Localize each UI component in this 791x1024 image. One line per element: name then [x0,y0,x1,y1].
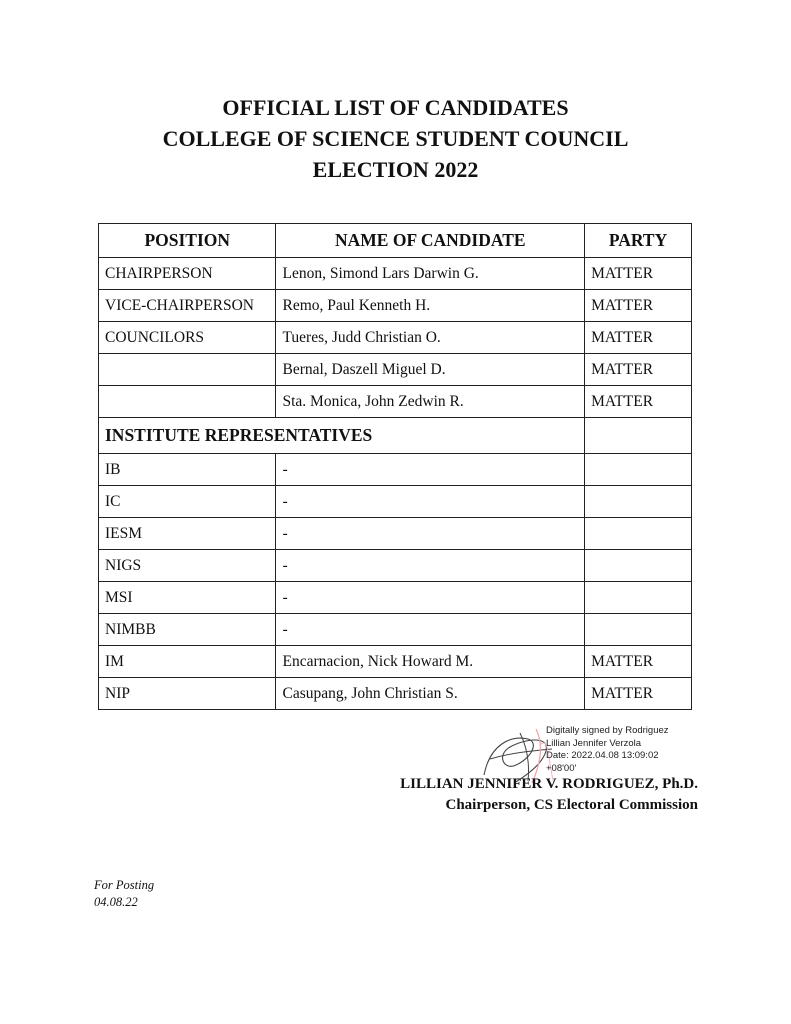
digital-line-2: Lillian Jennifer Verzola [546,737,642,749]
cell-name: Casupang, John Christian S. [276,678,585,710]
table-row [99,258,692,290]
header-party: PARTY [585,224,692,258]
table-row [99,486,692,518]
cell-party: MATTER [585,386,692,418]
cell-name: - [276,454,585,486]
table-row [99,518,692,550]
cell-name: Bernal, Daszell Miguel D. [276,354,585,386]
table-row [99,290,692,322]
section-row [99,418,692,454]
cell-name: - [276,614,585,646]
cell-name: Lenon, Simond Lars Darwin G. [276,258,585,290]
cell-party [585,582,692,614]
section-label: INSTITUTE REPRESENTATIVES [99,418,585,454]
header-position: POSITION [99,224,276,258]
digital-line-4: +08'00' [546,762,577,774]
title-line-1: OFFICIAL LIST OF CANDIDATES [222,95,569,120]
cell-position: IB [99,454,276,486]
table-row [99,646,692,678]
title-line-3: ELECTION 2022 [312,157,479,182]
cell-party: MATTER [585,290,692,322]
document-title [0,92,791,185]
cell-name: - [276,550,585,582]
table-row [99,354,692,386]
table-row [99,614,692,646]
cell-party [585,614,692,646]
signatory-title: Chairperson, CS Electoral Commission [445,797,698,813]
cell-name: Sta. Monica, John Zedwin R. [276,386,585,418]
cell-position: IESM [99,518,276,550]
signatory-name: LILLIAN JENNIFER V. RODRIGUEZ, Ph.D. [400,776,698,792]
cell-position: IC [99,486,276,518]
cell-position: NIGS [99,550,276,582]
table-row [99,454,692,486]
cell-position: NIMBB [99,614,276,646]
cell-position [99,386,276,418]
table-row [99,582,692,614]
cell-name: - [276,582,585,614]
cell-position: NIP [99,678,276,710]
digital-line-3: Date: 2022.04.08 13:09:02 [546,750,659,761]
cell-position: MSI [99,582,276,614]
digital-line-1: Digitally signed by Rodriguez [546,725,669,736]
posting-date: 04.08.22 [94,895,138,909]
candidates-table [98,223,692,710]
posting-note [94,877,154,911]
cell-party [585,550,692,582]
cell-name: Encarnacion, Nick Howard M. [276,646,585,678]
cell-name: Remo, Paul Kenneth H. [276,290,585,322]
cell-name: Tueres, Judd Christian O. [276,322,585,354]
table-row [99,550,692,582]
cell-party: MATTER [585,322,692,354]
table-row [99,386,692,418]
cell-position: COUNCILORS [99,322,276,354]
cell-party [585,518,692,550]
cell-party [585,486,692,518]
cell-position: CHAIRPERSON [99,258,276,290]
cell-position: VICE-CHAIRPERSON [99,290,276,322]
table-row [99,678,692,710]
table-row [99,322,692,354]
section-party-cell [585,418,692,454]
table-header-row [99,224,692,258]
title-line-2: COLLEGE OF SCIENCE STUDENT COUNCIL [162,126,629,151]
cell-position [99,354,276,386]
header-name: NAME OF CANDIDATE [276,224,585,258]
cell-party [585,454,692,486]
digital-signature-text [546,725,669,775]
cell-party: MATTER [585,678,692,710]
cell-name: - [276,518,585,550]
cell-party: MATTER [585,646,692,678]
posting-label: For Posting [94,878,155,892]
cell-name: - [276,486,585,518]
cell-party: MATTER [585,258,692,290]
cell-party: MATTER [585,354,692,386]
cell-position: IM [99,646,276,678]
